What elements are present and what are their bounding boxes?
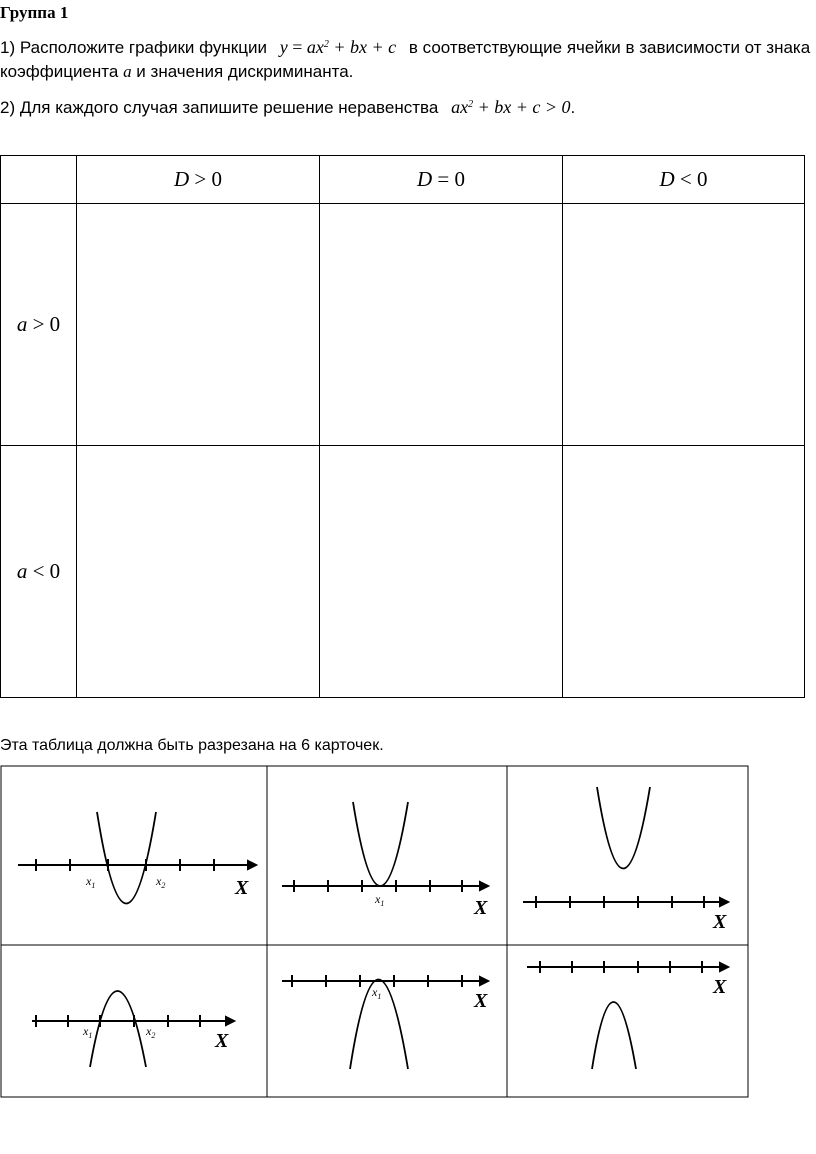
drop-cell[interactable] bbox=[77, 446, 320, 698]
root-label-x1: $x_1$ bbox=[375, 892, 385, 908]
header-d-zero: D = 0 bbox=[320, 156, 563, 204]
table-row-a-negative bbox=[1, 446, 805, 698]
card-a-neg-d-neg[interactable] bbox=[527, 961, 728, 1069]
axis-label: X bbox=[215, 1030, 229, 1052]
row-label-a-positive: a > 0 bbox=[1, 204, 77, 446]
root-label-x2: $x_2$ bbox=[156, 874, 166, 890]
task-2-prefix: 2) Для каждого случая запишите решение неравенства bbox=[0, 98, 439, 117]
page-title: Группа 1 bbox=[0, 3, 69, 22]
cut-note: Эта таблица должна быть разрезана на 6 карточек. bbox=[0, 737, 384, 754]
cards-grid bbox=[1, 766, 748, 1097]
task-1-line-1 bbox=[0, 36, 810, 59]
axis-label: X bbox=[474, 990, 488, 1012]
header-d-positive: D > 0 bbox=[77, 156, 320, 204]
task-2-line: 2) Для каждого случая запишите решение неравенства $ax^2$ + bx + c > 0. bbox=[0, 97, 576, 117]
task-1-line-2: коэффициента a и значения дискриминанта. bbox=[0, 62, 354, 81]
drop-cell[interactable] bbox=[320, 204, 563, 446]
card-a-pos-d-neg[interactable] bbox=[523, 787, 728, 933]
drop-cell[interactable] bbox=[563, 446, 805, 698]
drop-cell[interactable] bbox=[320, 446, 563, 698]
root-label-x2: $x_2$ bbox=[146, 1024, 156, 1040]
root-label-x1: $x_1$ bbox=[83, 1024, 93, 1040]
card-a-pos-d-pos[interactable] bbox=[18, 812, 256, 904]
classification-table bbox=[0, 155, 805, 698]
drop-cell[interactable] bbox=[77, 204, 320, 446]
header-d-negative: D < 0 bbox=[563, 156, 805, 204]
drop-cell[interactable] bbox=[563, 204, 805, 446]
table-row-a-positive bbox=[1, 204, 805, 446]
axis-label: X bbox=[713, 911, 727, 933]
task-1-prefix: 1) Расположите графики функции bbox=[0, 38, 267, 57]
axis-label: X bbox=[474, 897, 488, 919]
root-label-x1: $x_1$ bbox=[372, 985, 382, 1001]
root-label-x1: $x_1$ bbox=[86, 874, 96, 890]
card-a-neg-d-zero[interactable] bbox=[282, 975, 488, 1069]
axis-label: X bbox=[713, 976, 727, 998]
cards-sheet bbox=[0, 765, 750, 1098]
row-label-a-negative: a < 0 bbox=[1, 446, 77, 698]
task-1-formula: $y = ax^2$ + bx + c bbox=[279, 37, 397, 57]
axis-label: X bbox=[235, 877, 249, 899]
task-2-formula: $ax^2$ + bx + c > 0 bbox=[451, 97, 571, 117]
card-a-neg-d-pos[interactable] bbox=[32, 991, 234, 1067]
card-a-pos-d-zero[interactable] bbox=[282, 802, 488, 919]
corner-cell bbox=[1, 156, 77, 204]
table-header-row bbox=[1, 156, 805, 204]
task-1-suffix: в соответствующие ячейки в зависимости от знака bbox=[408, 38, 811, 57]
